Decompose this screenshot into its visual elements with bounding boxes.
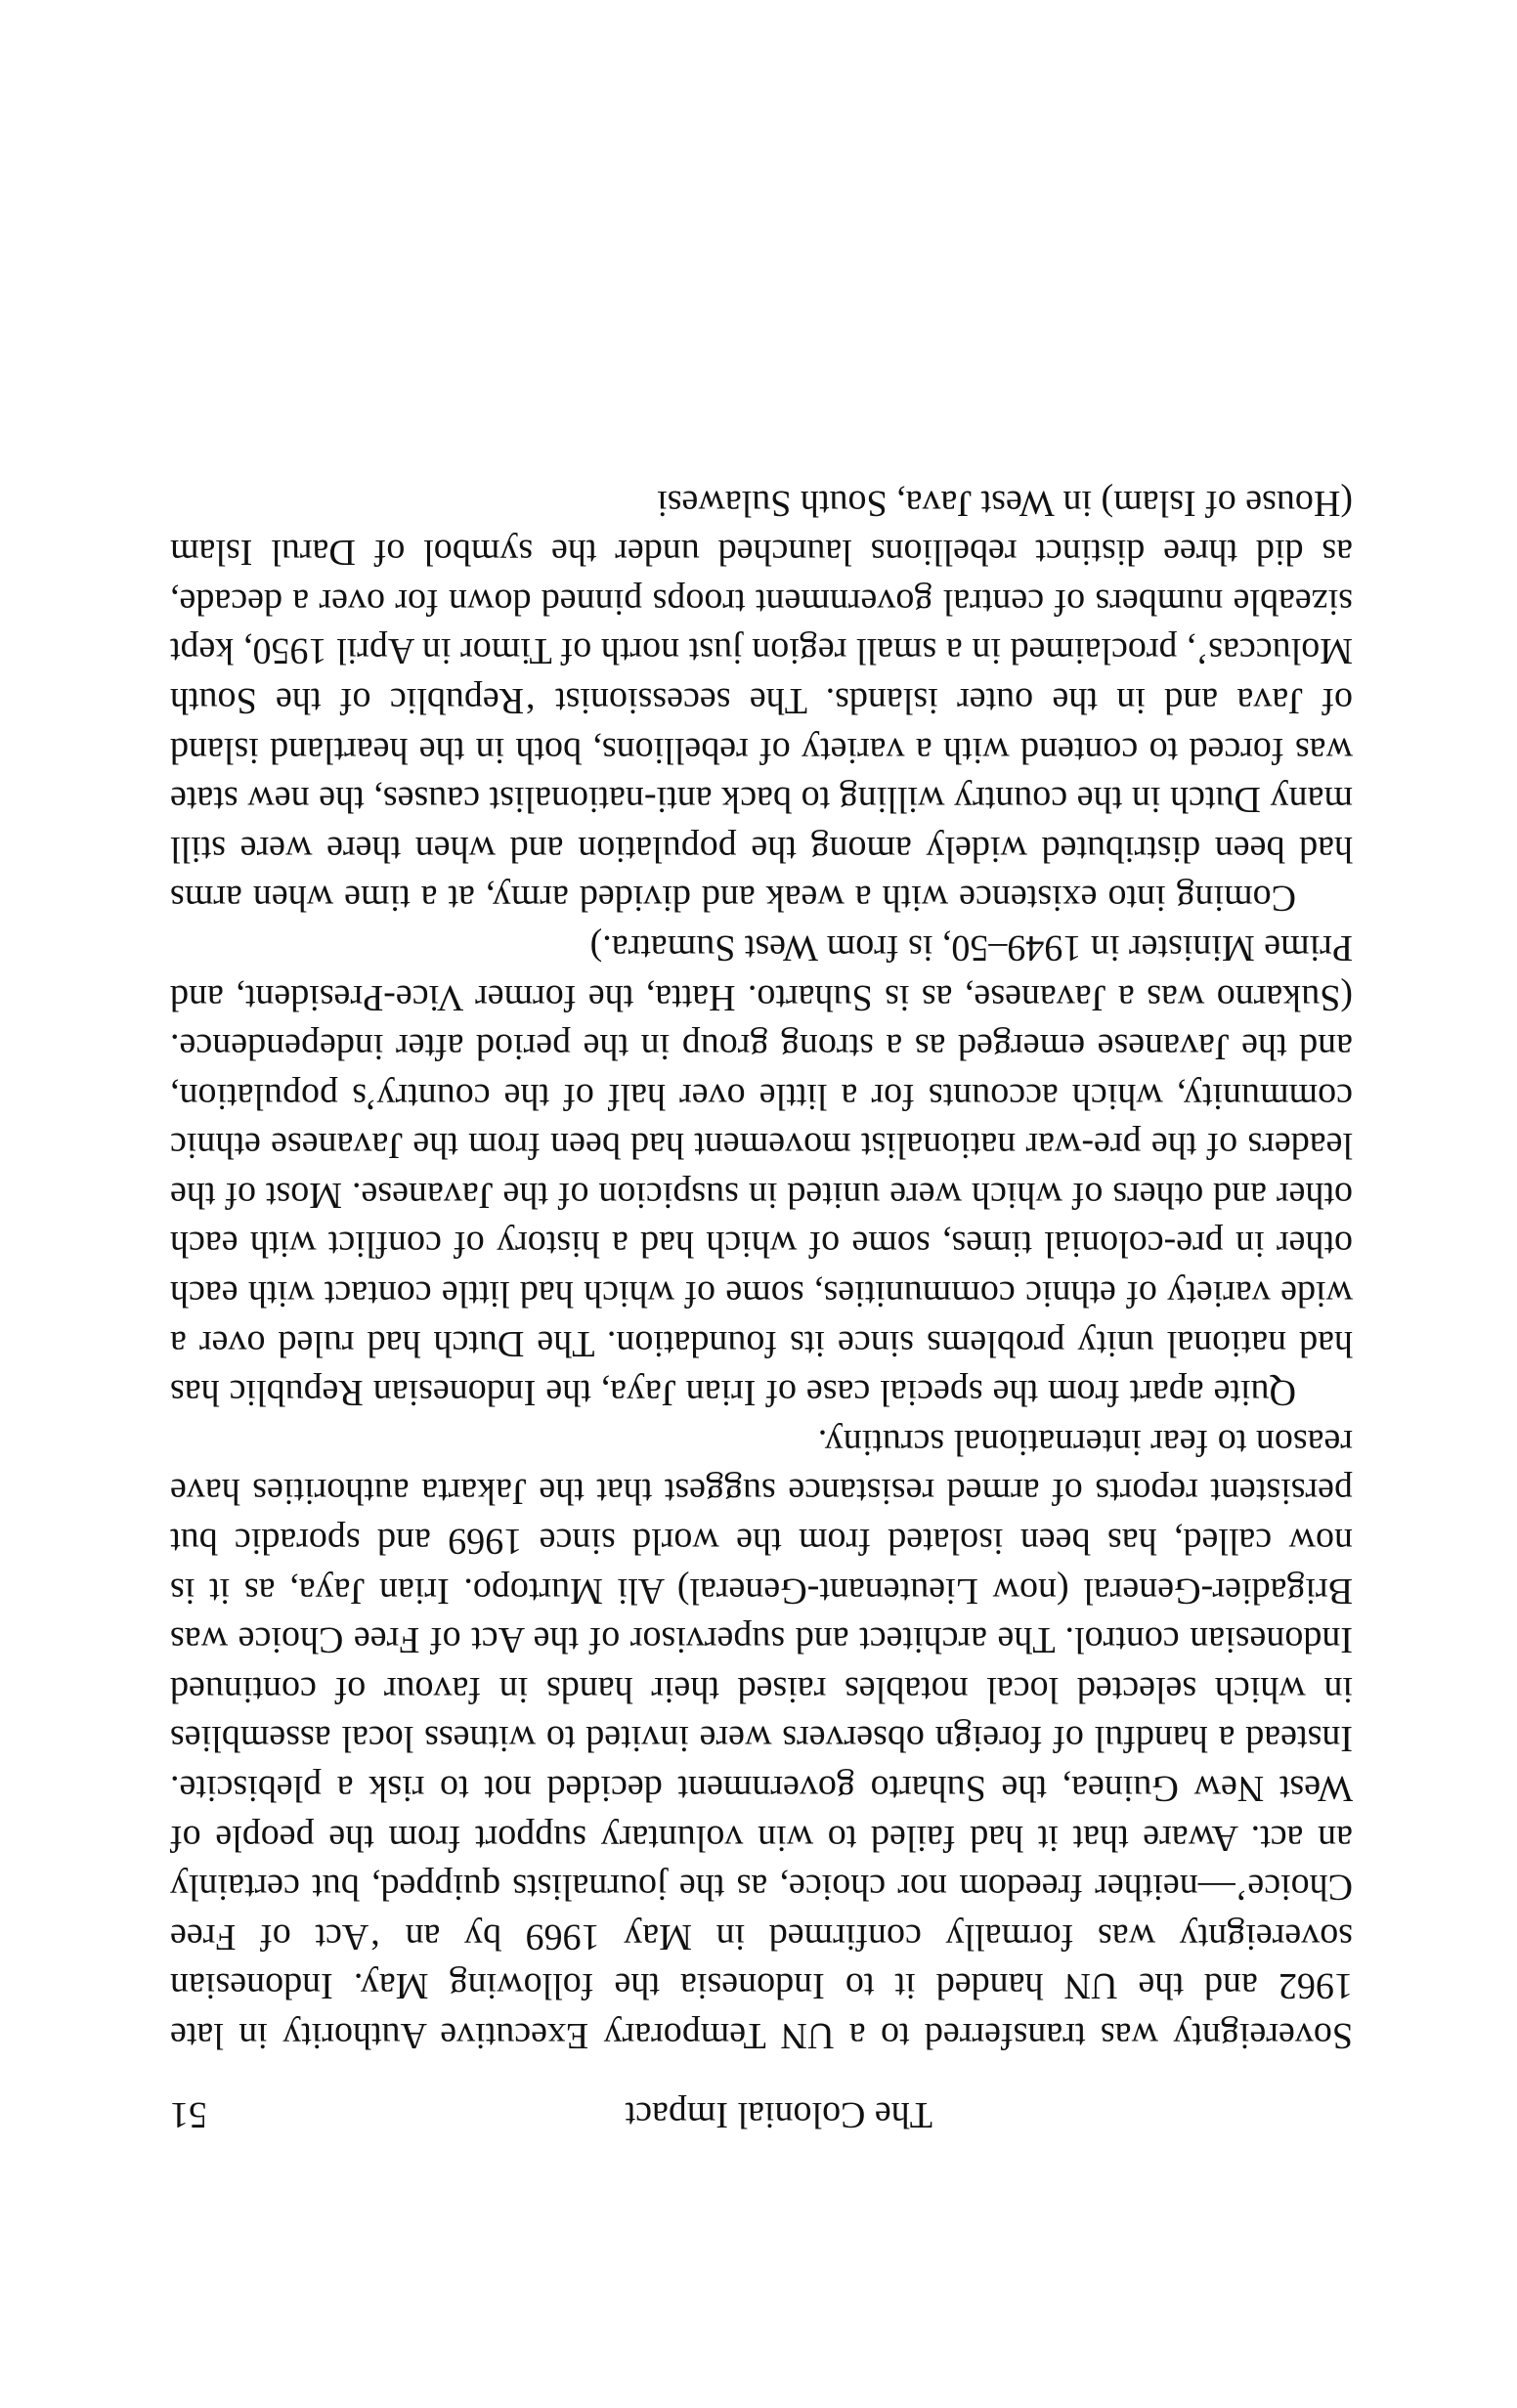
running-title: The Colonial Impact: [625, 2094, 932, 2135]
paragraph-national-unity: Quite apart from the special case of Irian Jaya, the Indonesian Republic has had national unity problems since its foundation. The Dutch had ruled over a wide variety of ethnic communities, some of which had little contact with each other in pre-colonial times, some of which had a history of conflict with each other and others of which were united in suspicion of the Javanese. Most of the leaders of the pre-war nationalist movement had been from the Javanese ethnic community, which accounts for a little over half of the country’s population, and the Javanese emerged as a strong group in the period after independence. (Sukarno was a Javanese, as is Suharto. Hatta, the former Vice-President, and Prime Minister in 1949–50, is from West Sumatra.): [170, 926, 1353, 1414]
paragraph-sovereignty: Sovereignty was transferred to a UN Temporary Executive Authority in late 1962 and the UN handed it to Indonesia the following May. Indonesian sovereignty was formally confirmed in May 1969 by an ‘Act of Free Choice’—neither freedom nor choice, as the journalists quipped, but certainly an act. Aware that it had failed to win voluntary support from the people of West New Guinea, the Suharto government decided not to risk a plebiscite. Instead a handful of foreign observers were invited to witness local assemblies in which selected local notables raised their hands in favour of continued Indonesian control. The architect and supervisor of the Act of Free Choice was Brigadier-General (now Lieutenant-General) Ali Murtopo. Irian Jaya, as it is now called, has been isolated from the world since 1969 and sporadic but persistent reports of armed resistance suggest that the Jakarta authorities have reason to fear international scrutiny.: [170, 1421, 1353, 2056]
page-number: 51: [170, 2094, 207, 2135]
text-block: [170, 478, 1353, 2136]
paragraph-rebellions: Coming into existence with a weak and divided army, at a time when arms had been distributed widely among the population and when there were still many Dutch in the country willing to back anti-nationalist causes, the new state was forced to contend with a variety of rebellions, both in the heartland island of Java and in the outer islands. The secessionist ‘Republic of the South Moluccas’, proclaimed in a small region just north of Timor in April 1950, kept sizeable numbers of central government troops pinned down for over a decade, as did three distinct rebellions launched under the symbol of Darul Islam (House of Islam) in West Java, South Sulawesi: [170, 482, 1353, 920]
running-header: [170, 2093, 1353, 2136]
